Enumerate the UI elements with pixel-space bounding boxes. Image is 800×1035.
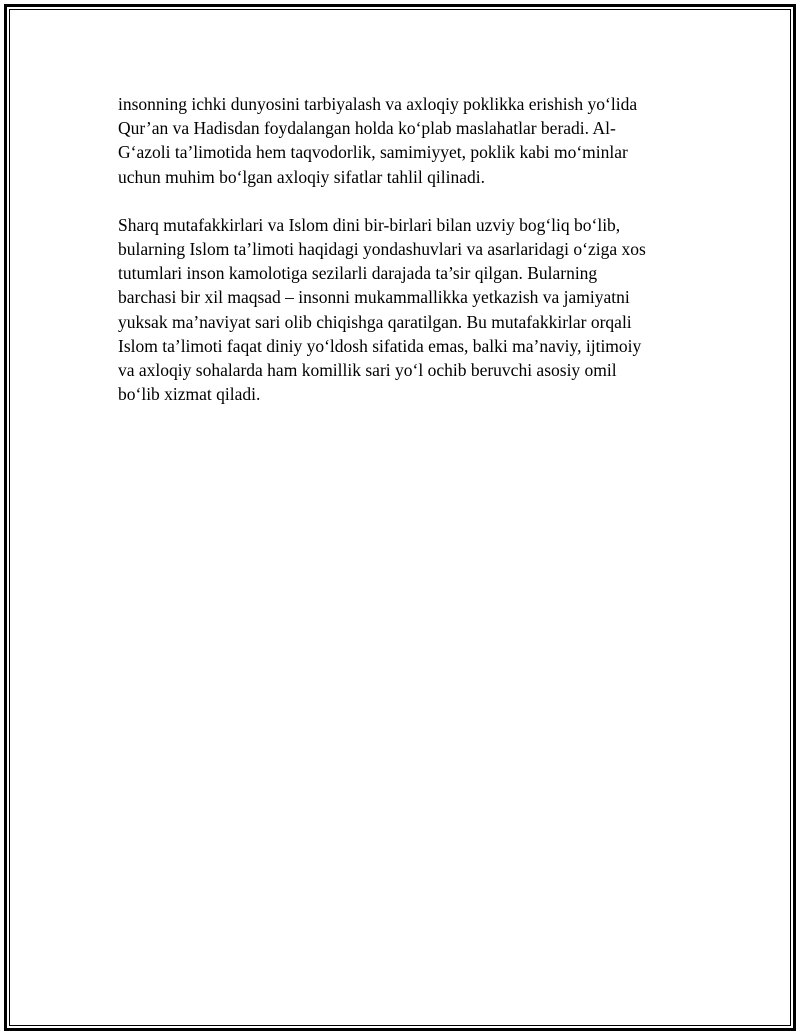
text-line: bo‘lib xizmat qiladi. [118, 384, 261, 405]
text-line: Qur’an va Hadisdan foydalangan holda ko‘plab maslahatlar beradi. Al- [118, 118, 616, 139]
paragraph-1 [118, 92, 678, 189]
text-line: va axloqiy sohalarda ham komillik sari yo‘l ochib beruvchi asosiy omil [118, 360, 617, 381]
paragraph-2 [118, 213, 678, 407]
text-line: G‘azoli ta’limotida hem taqvodorlik, samimiyyet, poklik kabi mo‘minlar [118, 142, 628, 163]
document-body [118, 92, 678, 406]
text-line: Sharq mutafakkirlari va Islom dini bir-birlari bilan uzviy bog‘liq bo‘lib, [118, 214, 621, 235]
text-line: insonning ichki dunyosini tarbiyalash va axloqiy poklikka erishish yo‘lida [118, 94, 638, 114]
text-line: barchasi bir xil maqsad – insonni mukammallikka yetkazish va jamiyatni [118, 287, 630, 308]
text-line: uchun muhim bo‘lgan axloqiy sifatlar tahlil qilinadi. [118, 166, 485, 187]
text-line: Islom ta’limoti faqat diniy yo‘ldosh sifatida emas, balki ma’naviy, ijtimoiy [118, 335, 642, 356]
text-line: bularning Islom ta’limoti haqidagi yondashuvlari va asarlaridagi o‘ziga xos [118, 239, 646, 260]
text-line: yuksak ma’naviyat sari olib chiqishga qaratilgan. Bu mutafakkirlar orqali [118, 311, 632, 332]
text-line: tutumlari inson kamolotiga sezilarli darajada ta’sir qilgan. Bularning [118, 263, 598, 284]
